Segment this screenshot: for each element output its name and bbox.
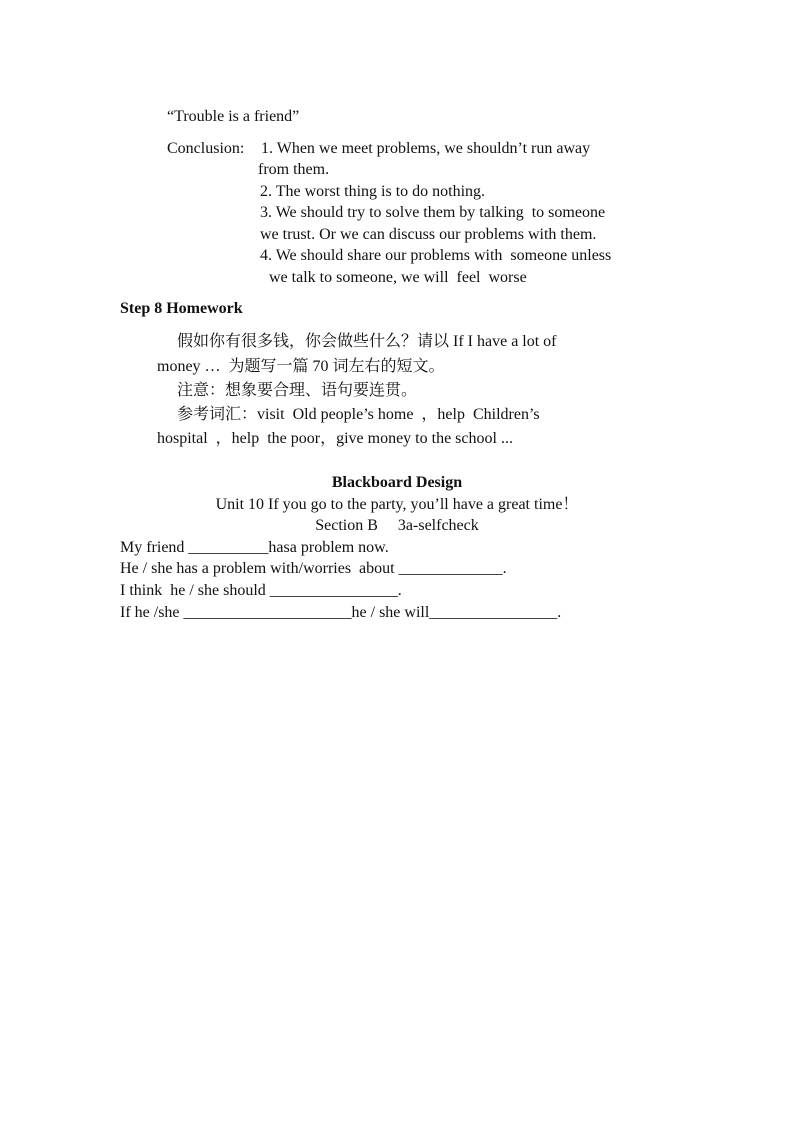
conclusion-line: we talk to someone, we will feel worse [269, 269, 527, 286]
conclusion-line: 4. We should share our problems with someone unless [260, 247, 612, 264]
blackboard-section-line: Section B 3a-selfcheck [315, 517, 479, 534]
blackboard-line: If he /she _____________________he / she will________________. [120, 604, 562, 621]
blackboard-line: My friend __________hasa problem now. [120, 539, 389, 556]
homework-heading: Step 8 Homework [120, 300, 243, 317]
conclusion-line: we trust. Or we can discuss our problems with them. [260, 226, 597, 243]
homework-line: money … 为题写一篇 70 词左右的短文。 [157, 358, 445, 375]
blackboard-line: I think he / she should ________________. [120, 582, 402, 599]
blackboard-unit-line: Unit 10 If you go to the party, you’ll have a great time！ [215, 496, 579, 513]
conclusion-line: 2. The worst thing is to do nothing. [260, 183, 486, 200]
conclusion-line: 3. We should try to solve them by talking to someone [260, 204, 606, 221]
conclusion-line: from them. [258, 161, 330, 178]
conclusion-label: Conclusion: [167, 140, 245, 157]
homework-line: 假如你有很多钱，你会做些什么？请以 If I have a lot of [177, 333, 557, 350]
homework-line: 注意：想象要合理、语句要连贯。 [177, 382, 418, 399]
conclusion-line: 1. When we meet problems, we shouldn’t run away [261, 140, 591, 157]
title-quote: “Trouble is a friend” [167, 108, 300, 125]
homework-line: hospital ，help the poor，give money to the school ... [157, 430, 513, 447]
homework-line: 参考词汇：visit Old people’s home ，help Children’s [177, 406, 540, 423]
blackboard-heading: Blackboard Design [331, 474, 463, 491]
blackboard-line: He / she has a problem with/worries about _____________. [120, 560, 507, 577]
